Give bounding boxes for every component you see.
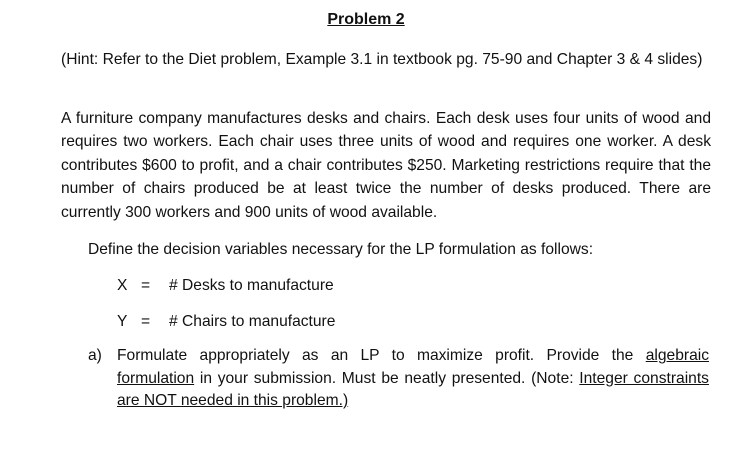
define-variables-intro: Define the decision variables necessary for the LP formulation as follows: xyxy=(88,241,594,258)
variable-definition: # Chairs to manufacture xyxy=(169,313,336,330)
variable-symbol: Y xyxy=(117,313,128,330)
hint-text: (Hint: Refer to the Diet problem, Example 3.1 in textbook pg. 75-90 and Chapter 3 & 4 slides) xyxy=(61,51,703,68)
equals-sign: = xyxy=(141,313,151,330)
equals-sign: = xyxy=(141,277,151,294)
problem-description: A furniture company manufactures desks and chairs. Each desk uses four units of wood and requires two workers. Each chair uses three units of wood and requires one worker. A desk contributes $600 to profit, and a chair contributes $250. Marketing restrictions require that the number of chairs produced be at least twice the number of desks produced. There are currently 300 workers and 900 units of wood available. xyxy=(61,110,711,221)
underlined-algebraic-formulation: algebraic formulation xyxy=(117,347,709,387)
underlined-integer-note: Integer constraints are NOT needed in this problem.) xyxy=(117,369,709,409)
question-text-part: in your submission. Must be neatly presented. (Note: xyxy=(199,369,574,387)
variable-definition: # Desks to manufacture xyxy=(169,277,334,294)
variable-symbol: X xyxy=(117,277,128,294)
question-text-part: Formulate appropriately as an LP to maximize profit. Provide the xyxy=(117,347,634,364)
question-a-text xyxy=(117,345,709,413)
question-marker: a) xyxy=(88,347,102,364)
problem-title: Problem 2 xyxy=(327,11,405,28)
